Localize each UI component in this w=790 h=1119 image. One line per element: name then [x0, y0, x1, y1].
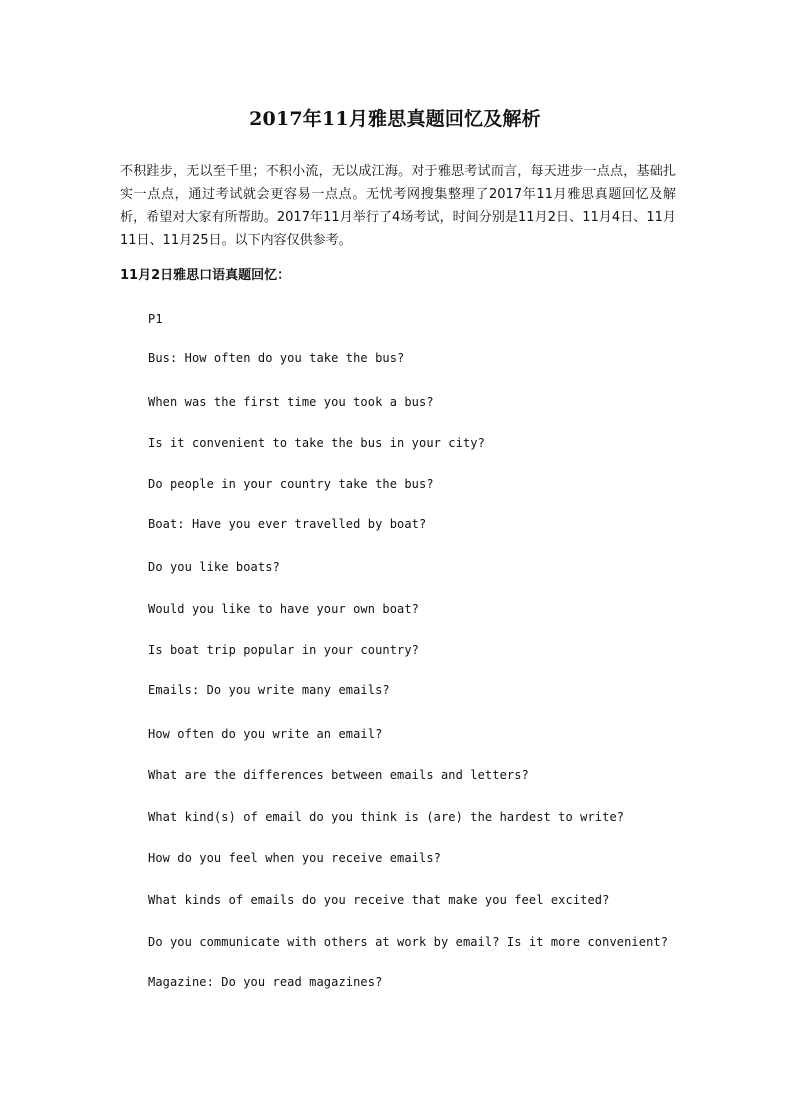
question-line: Emails: Do you write many emails? [148, 683, 390, 697]
question-line: Bus: How often do you take the bus? [148, 351, 405, 365]
question-line: Do people in your country take the bus? [148, 477, 434, 491]
question-line: Do you like boats? [148, 560, 280, 574]
question-line: How often do you write an email? [148, 727, 383, 741]
question-line: How do you feel when you receive emails? [148, 851, 441, 865]
question-line: P1 [148, 312, 163, 326]
question-line: Do you communicate with others at work by email? Is it more convenient? [148, 935, 669, 949]
question-line: Is it convenient to take the bus in your city? [148, 436, 485, 450]
question-line: Boat: Have you ever travelled by boat? [148, 517, 427, 531]
question-line: Would you like to have your own boat? [148, 602, 420, 616]
question-line: What are the differences between emails and letters? [148, 768, 529, 782]
question-line: When was the first time you took a bus? [148, 395, 434, 409]
question-line: What kind(s) of email do you think is (are) the hardest to write? [148, 810, 625, 824]
question-line: What kinds of emails do you receive that make you feel excited? [148, 893, 610, 907]
section-heading: 11月2日雅思口语真题回忆： [120, 268, 291, 283]
question-line: Magazine: Do you read magazines? [148, 975, 383, 989]
document-title: 2017年11月雅思真题回忆及解析 [249, 108, 541, 130]
question-line: Is boat trip popular in your country? [148, 643, 420, 657]
intro-paragraph: 不积跬步，无以至千里；不积小流，无以成江海。对于雅思考试而言，每天进步一点点，基础扎实一点点，通过考试就会更容易一点点。无忧考网搜集整理了2017年11月雅思真题回忆及解析，希望对大家有所帮助。2017年11月举行了4场考试，时间分别是11月2日、11月4日、11月11日、11月25日。以下内容仅供参考。 [120, 164, 676, 248]
